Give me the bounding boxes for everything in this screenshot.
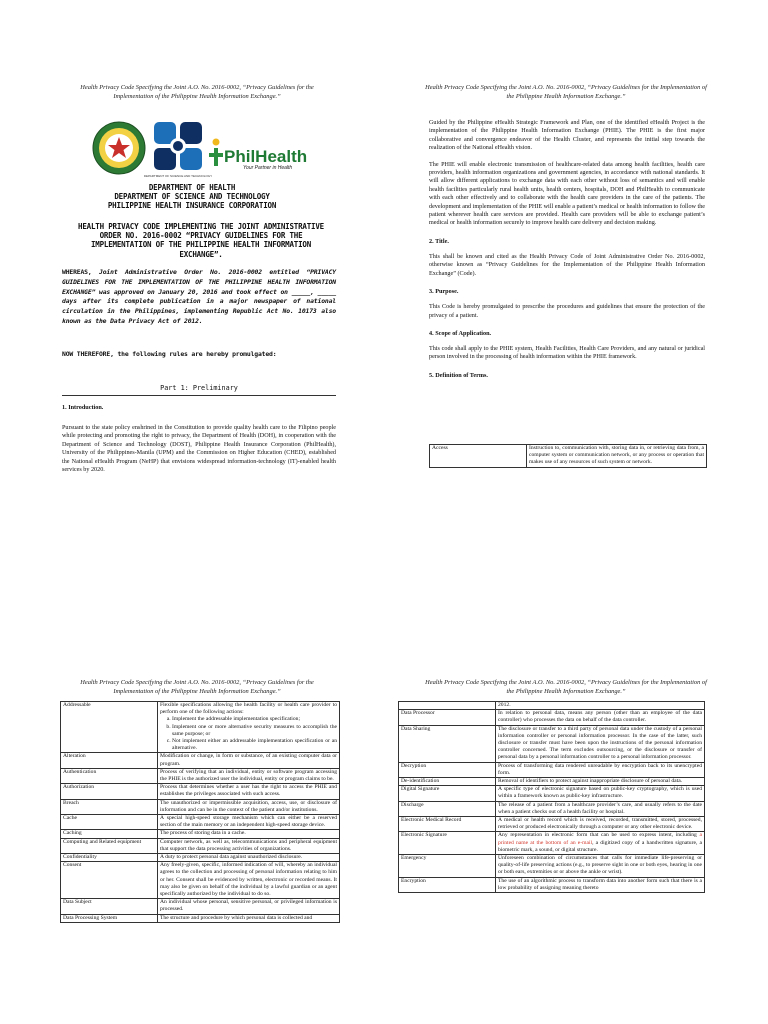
- term-cell: [399, 702, 496, 710]
- table-row: [61, 914, 340, 922]
- svg-text:DEPARTMENT OF SCIENCE AND TECH: DEPARTMENT OF SCIENCE AND TECHNOLOGY: [143, 174, 213, 178]
- definitions-table: [429, 444, 707, 468]
- dost-logo-icon: [154, 122, 202, 170]
- definition-cell: 2012.: [496, 702, 705, 710]
- running-header: Health Privacy Code Specifying the Joint A.O. No. 2016-0002, “Privacy Guidelines for the Implementation of the Philippine Health Information Exchange.”: [425, 84, 707, 100]
- definition-cell: Any representation in electronic form that can be used to express intent, including a printed name at the bottom of an e-mail, a digitized copy of a handwritten signature, a biometric mark, a sound, or digital structure.: [496, 832, 705, 855]
- document-title: HEALTH PRIVACY CODE IMPLEMENTING THE JOINT ADMINISTRATIVE ORDER NO. 2016-0002 “PRIVACY GUIDELINES FOR THE IMPLEMENTATION OF THE PHILIPPINE HEALTH INFORMATION EXCHANGE”.: [78, 222, 324, 259]
- term-cell: Addressable: [61, 702, 158, 753]
- paragraph: Guided by the Philippine eHealth Strategic Framework and Plan, one of the identified eHealth Project is the implementation of the Philippine Health Information Exchange (PHIE). The PHIE is the first major collaborative and convergence endeavor of the Health Cluster, and represents the initial step towards the realization of the National eHealth vision.: [429, 120, 705, 152]
- term-cell: Data Processor: [399, 710, 496, 725]
- section-heading: 5. Definition of Terms.: [429, 371, 488, 379]
- svg-text:Your Partner in Health: Your Partner in Health: [243, 165, 293, 171]
- definition-cell: [158, 702, 340, 753]
- table-row: [399, 786, 705, 801]
- table-row: [399, 877, 705, 892]
- definition-cell: The disclosure or transfer to a third party of personal data under the custody of a personal information controller or personal information processor. In the case of the latter, such disclosure or transfer must have been upon the instructions of the personal information controller concerned. The term excludes outsourcing, or the disclosure or transfer of personal data by a personal information controller to a personal information processor.: [496, 725, 705, 762]
- list-item: b. Implement one or more alternative security measures to accomplish the same purpose; or: [172, 724, 337, 738]
- document-page-1: [0, 0, 384, 512]
- section-introduction: [62, 404, 336, 474]
- definition-cell: The unauthorized or impermissible acquisition, access, use, or disclosure of information and can be in the context of the patient and/or institutions.: [158, 799, 340, 814]
- definition-cell: The structure and procedure by which personal data is collected and: [158, 914, 340, 922]
- definition-cell: A specific type of electronic signature based on public-key cryptography, which is used within a framework known as public-key infrastructure.: [496, 786, 705, 801]
- definition-cell: The process of storing data in a cache.: [158, 830, 340, 838]
- term-cell: Data Processing System: [61, 914, 158, 922]
- document-page-4: [384, 512, 768, 1024]
- agency-philhealth: PHILIPPINE HEALTH INSURANCE CORPORATION: [107, 201, 277, 211]
- table-row: [61, 830, 340, 838]
- definition-cell: The use of an algorithmic process to transform data into another form such that there is a low probability of assigning meaning thereto: [496, 877, 705, 892]
- table-row: [399, 778, 705, 786]
- philhealth-logo-icon: [209, 139, 223, 167]
- term-cell: Access: [430, 445, 527, 468]
- part-heading: Part 1: Preliminary: [62, 384, 336, 396]
- definition-text: Flexible specifications allowing the health facility or health care provider to perform one of the following actions:: [160, 702, 337, 716]
- options-list: [160, 716, 337, 752]
- term-cell: De-identification: [399, 778, 496, 786]
- table-row: [61, 862, 340, 899]
- table-row: [399, 710, 705, 725]
- definition-cell: Removal of identifiers to protect against inappropriate disclosure of personal data.: [496, 778, 705, 786]
- table-row: [61, 854, 340, 862]
- document-page-3: [0, 512, 384, 1024]
- table-row: [61, 784, 340, 799]
- running-header: Health Privacy Code Specifying the Joint A.O. No. 2016-0002, “Privacy Guidelines for the Implementation of the Philippine Health Information Exchange.”: [80, 84, 314, 100]
- definition-cell: Process of transforming data rendered unreadable by encryption back to its unencrypted form.: [496, 762, 705, 777]
- table-row: [399, 855, 705, 878]
- definitions-table: [60, 701, 340, 923]
- term-cell: Emergency: [399, 855, 496, 878]
- term-cell: Cache: [61, 815, 158, 830]
- definition-cell: Process that determines whether a user has the right to access the PHIE and establishes the privileges associated with such access.: [158, 784, 340, 799]
- section-body: Pursuant to the state policy enshrined in the Constitution to provide quality health care to the Filipino people while protecting and promoting the right to privacy, the Department of Health (DOH), in cooperation with the Department of Science and Technology (DOST), Philippine Health Insurance Corporation (PhilHealth), University of the Philippines-Manila (UPM) and the Commission on Higher Education (CHED), established the National eHealth Program (NeHP) that envisions widespread information-technology (IT)-enabled health services by 2020.: [62, 425, 336, 474]
- section-heading: 4. Scope of Application.: [429, 329, 492, 337]
- term-cell: Breach: [61, 799, 158, 814]
- doh-seal-icon: [93, 122, 145, 174]
- term-cell: Confidentiality: [61, 854, 158, 862]
- table-row: [61, 799, 340, 814]
- definition-cell: Any freely-given, specific, informed indication of will, whereby an individual agrees to the collection and processing of personal information relating to him or her. Consent shall be evidenced by written, electronic or recorded means. It may also be given on behalf of the individual by a lawful guardian or an agent specifically authorized by the individual to do so.: [158, 862, 340, 899]
- term-cell: Electronic Signature: [399, 832, 496, 855]
- now-therefore: NOW THEREFORE, the following rules are hereby promulgated:: [62, 350, 277, 358]
- running-header: Health Privacy Code Specifying the Joint A.O. No. 2016-0002, “Privacy Guidelines for the Implementation of the Philippine Health Information Exchange.”: [425, 679, 707, 695]
- page2-body: [429, 119, 705, 379]
- section-body: This shall be known and cited as the Health Privacy Code of Joint Administrative Order No. 2016-0002, otherwise known as “Privacy Guidelines for the Implementation of the Philippine Health Information Exchange” (Code).: [429, 253, 705, 277]
- term-cell: Authorization: [61, 784, 158, 799]
- table-row: [399, 702, 705, 710]
- table-row: [399, 762, 705, 777]
- running-header: Health Privacy Code Specifying the Joint A.O. No. 2016-0002, “Privacy Guidelines for the Implementation of the Philippine Health Information Exchange.”: [80, 679, 314, 695]
- definitions-table: [398, 701, 705, 893]
- definition-cell: Process of verifying that an individual, entity or software program accessing the PHIE is the authorized user the individual, entity or program claims to be.: [158, 768, 340, 783]
- table-row: [61, 768, 340, 783]
- term-cell: Encryption: [399, 877, 496, 892]
- definition-cell: The release of a patient from a healthcare provider’s care, and usually refers to the date when a patient checks out of a health facility or hospital.: [496, 801, 705, 816]
- table-row: [399, 725, 705, 762]
- definition-cell: In relation to personal data, means any person (other than an employee of the data controller) who processes the data on behalf of the data controller.: [496, 710, 705, 725]
- paragraph: The PHIE will enable electronic transmission of healthcare-related data among health facilities, health care providers, health information organizations and government agencies, in accordance with national standards. It will allow different applications to exchange data with each other without loss of semantics and will enable health facilities particularly rural health units, health centers, hospitals, DOH and PhilHealth to communicate with each other effectively and to collaborate with the health care providers in the care of the patients. The development and implementation of the PHIE will enable a patient’s medical or health information to follow the patient wherever health care services are provided. Health care providers will be able to exchange patient’s medical or health information securely to improve health care delivery and decision making.: [429, 161, 705, 227]
- agency-names: [70, 183, 314, 211]
- term-cell: Discharge: [399, 801, 496, 816]
- section-heading: 1. Introduction.: [62, 404, 104, 411]
- term-cell: Electronic Medical Record: [399, 817, 496, 832]
- definition-cell: An individual whose personal, sensitive personal, or privileged information is processed.: [158, 899, 340, 914]
- table-row: [399, 832, 705, 855]
- whereas-body: Joint Administrative Order No. 2016-0002 entitled “PRIVACY GUIDELINES FOR THE IMPLEMENTATION OF THE PHILIPPINE HEALTH INFORMATION EXCHANGE” was approved on January 20, 2016 and took effect on _____, _____ days after its complete publication in a major newspaper of national circulation in the Philippines, implementing Republic Act No. 10173 also known as the Data Privacy Act of 2012.: [62, 268, 336, 325]
- agency-doh: DEPARTMENT OF HEALTH: [148, 183, 236, 192]
- definition-cell: A medical or health record which is received, recorded, transmitted, stored, processed, retrieved or produced electronically through a computer or any other electronic device.: [496, 817, 705, 832]
- agency-logos: [92, 118, 312, 178]
- definition-cell: A duty to protect personal data against unauthorized disclosure.: [158, 854, 340, 862]
- term-cell: Alteration: [61, 753, 158, 768]
- term-cell: Data Sharing: [399, 725, 496, 762]
- term-cell: Digital Signature: [399, 786, 496, 801]
- table-row: [399, 801, 705, 816]
- term-cell: Authentication: [61, 768, 158, 783]
- highlighted-text: a printed name at the bottom of an e-mail: [498, 832, 702, 846]
- list-item: a. Implement the addressable implementation specification;: [172, 716, 337, 723]
- definition-cell: A special high-speed storage mechanism which can either be a reserved section of the main memory or an independent high-speed storage device.: [158, 815, 340, 830]
- section-heading: 2. Title.: [429, 237, 449, 245]
- definition-cell: Instruction to, communication with, storing data in, or retrieving data from, a computer system or communication network, or any process or operation that makes use of any resources of such system or network.: [527, 445, 707, 468]
- term-cell: Decryption: [399, 762, 496, 777]
- table-row: [61, 753, 340, 768]
- table-row: [61, 838, 340, 853]
- definition-cell: Unforeseen combination of circumstances that calls for immediate life-preserving or quality-of-life preserving actions (e.g., to preserve sight in one or both eyes, hearing in one or both ears, extremities or or above the ankle or wrist).: [496, 855, 705, 878]
- term-cell: Caching: [61, 830, 158, 838]
- section-body: This Code is hereby promulgated to prescribe the procedures and guidelines that ensure the protection of the privacy of a patient.: [429, 304, 705, 319]
- list-item: c. Not implement either an addressable implementation specification or an alternative.: [172, 738, 337, 752]
- term-cell: Data Subject: [61, 899, 158, 914]
- document-page-2: [384, 0, 768, 512]
- term-cell: Computing and Related equipment: [61, 838, 158, 853]
- definition-cell: Computer network, as well as, telecommunications and peripheral equipment that support the data processing activities of organizations.: [158, 838, 340, 853]
- table-row: [399, 817, 705, 832]
- agency-dost: DEPARTMENT OF SCIENCE AND TECHNOLOGY: [114, 192, 270, 202]
- svg-text:PhilHealth: PhilHealth: [224, 147, 308, 166]
- section-heading: 3. Purpose.: [429, 288, 459, 296]
- table-row: [61, 899, 340, 914]
- term-cell: Consent: [61, 862, 158, 899]
- table-row: [430, 445, 707, 468]
- definition-cell: Modification or change, in form or substance, of an existing computer data or program.: [158, 753, 340, 768]
- whereas-clause: [62, 268, 336, 327]
- whereas-lead: WHEREAS,: [62, 268, 92, 276]
- table-row: [61, 702, 340, 753]
- section-body: This code shall apply to the PHIE system, Health Facilities, Health Care Providers, and any natural or juridical person involved in the processing of health information within the PHIE framework.: [429, 345, 705, 361]
- table-row: [61, 815, 340, 830]
